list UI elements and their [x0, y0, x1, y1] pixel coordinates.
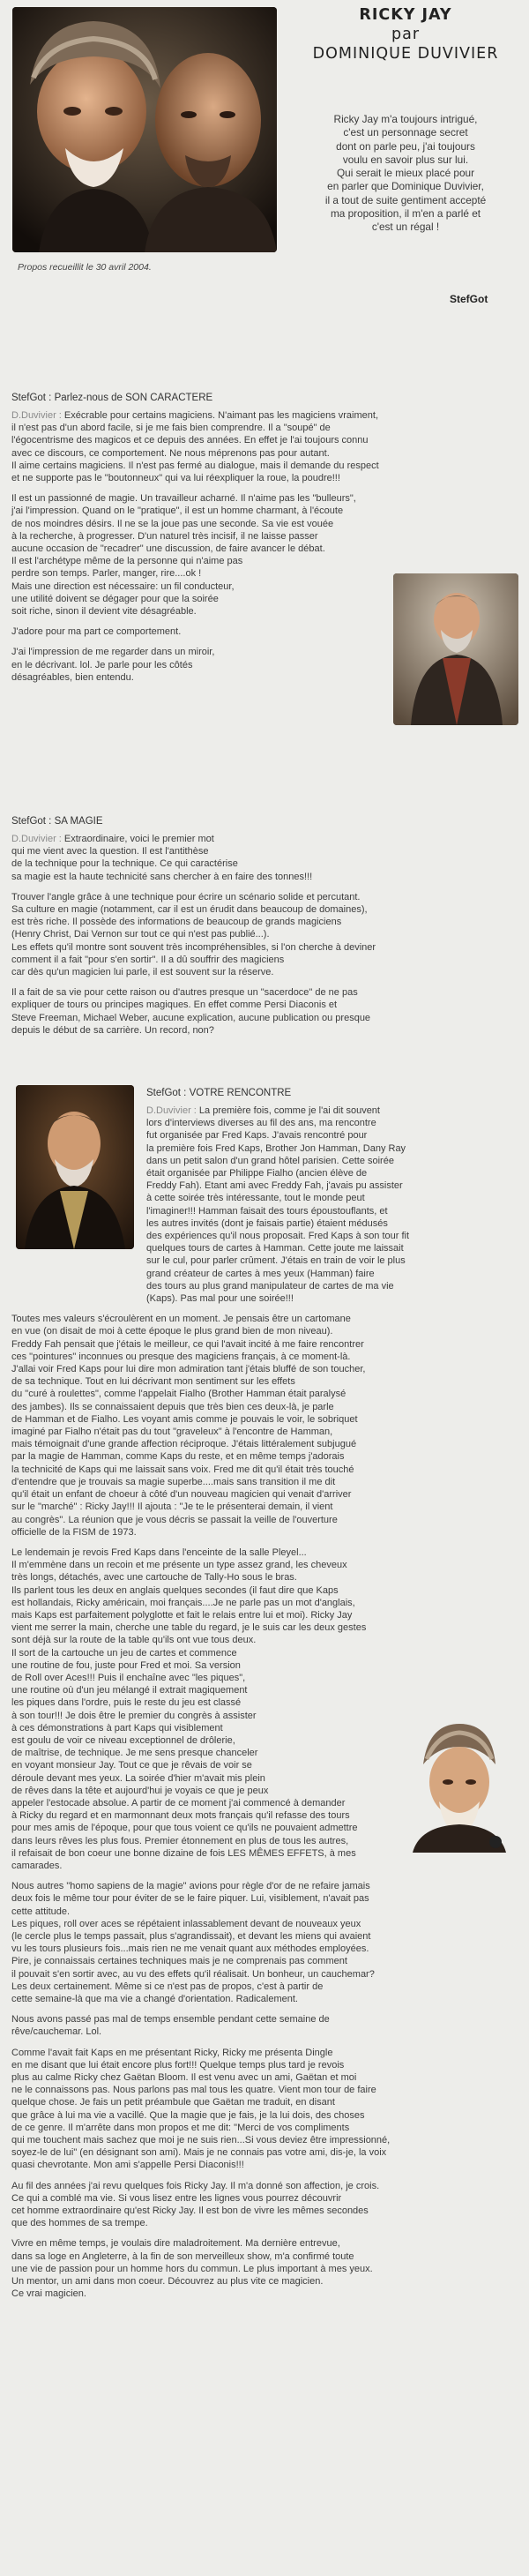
- text-line: [11, 2275, 518, 2288]
- line-text: deux fois le même tour pour éviter de se le faire piquer. Lui, visiblement, n'avait pas: [11, 1893, 369, 1905]
- text-line: [11, 1205, 518, 1217]
- line-text: Il est l'archétype même de la personne qui n'aime pas: [11, 556, 243, 567]
- line-text: Il sort de la cartouche un jeu de cartes et commence: [11, 1647, 237, 1659]
- intro-line: Ricky Jay m'a toujours intrigué,: [333, 113, 478, 125]
- page-title: [291, 5, 520, 64]
- line-text: il refaisait de bon coeur une bonne dizaine de fois LES MÊMES EFFETS, à mes: [11, 1847, 356, 1859]
- line-text: l'imaginer!!! Hamman faisait des tours époustouflants, et: [146, 1205, 388, 1217]
- section-heading-magie: [11, 815, 103, 827]
- line-text: (Henry Christ, Dai Vernon sur tout ce qui n'est pas publié...).: [11, 929, 270, 940]
- text-line: [11, 1514, 518, 1526]
- line-text: de rêves dans la tête et aujourd'hui je voyais ce que je peux: [11, 1785, 269, 1796]
- text-line: [11, 1117, 518, 1129]
- text-line: [11, 1325, 518, 1337]
- paragraph: [11, 1105, 518, 1305]
- text-line: [11, 966, 518, 978]
- line-text: d'entendre que je trouvais sa magie superbe....mais sans transition il me dit: [11, 1476, 336, 1487]
- text-line: [11, 903, 518, 916]
- intro-line: voulu en savoir plus sur lui.: [342, 153, 469, 166]
- text-line: [11, 1609, 518, 1621]
- line-text: en me disant que lui était encore plus fort!!! Quelque temps plus tard je revois: [11, 2059, 345, 2071]
- line-text: J'adore pour ma part ce comportement.: [11, 626, 182, 638]
- text-line: [11, 409, 518, 422]
- text-line: [11, 1313, 518, 1325]
- line-text: et ne supporte pas le "boutonneux" qui va lui réexpliquer la roue, la poudre!!!: [11, 473, 340, 484]
- text-line: [11, 1659, 518, 1672]
- text-line: [11, 1464, 518, 1476]
- text-line: [11, 916, 518, 928]
- paragraph: [11, 1880, 518, 2005]
- line-text: de sa technique. Tout en lui décrivant mon sentiment sur les effets: [11, 1376, 295, 1388]
- line-text: est goulu de voir ce niveau exceptionnel de drôlerie,: [11, 1734, 235, 1746]
- line-text: une utilité doivent se dégager pour que la soirée: [11, 593, 219, 604]
- line-text: que grâce à lui ma vie a vacillé. Que la magie que je fais, je la lui dois, des choses: [11, 2109, 365, 2121]
- intro-line: il a tout de suite gentiment accepté: [324, 193, 487, 206]
- line-text: mais Kaps est parfaitement polyglotte et fait le relais entre lui et moi). Ricky Jay: [11, 1609, 353, 1621]
- duo-portrait-illustration: [12, 7, 277, 252]
- line-text: déroule devant mes yeux. La soirée d'hier m'avait mis plein: [11, 1772, 265, 1784]
- text-line: [11, 1943, 518, 1955]
- line-text: J'allai voir Fred Kaps pour lui dire mon admiration tant j'étais bluffé de son toucher,: [11, 1364, 366, 1375]
- line-text: Le lendemain je revois Fred Kaps dans l'enceinte de la salle Pleyel...: [11, 1546, 307, 1558]
- line-text: à son tour!!! Je dois être le premier du congrès à assister: [11, 1710, 257, 1721]
- line-text: vient me serrer la main, cherche une table du regard, je le suis car les deux gestes: [11, 1622, 367, 1634]
- line-text: Freddy Fah pensait que j'étais le meilleur, ce qui l'avait incité à me faire rencontrer: [11, 1338, 364, 1350]
- line-text: comment il a fait "pour s'en sortir". Il a dû souffrir des magiciens: [11, 954, 285, 965]
- paragraph: [11, 1313, 518, 1539]
- text-line: [11, 1217, 518, 1230]
- text-line: [11, 1230, 518, 1242]
- section-heading-rencontre: [146, 1087, 291, 1099]
- line-text: Sa culture en magie (notamment, car il est un érudit dans beaucoup de domaines),: [11, 904, 368, 916]
- text-line: [11, 1981, 518, 1993]
- line-text: dans un petit salon d'un grand hôtel parisien. Cette soirée: [146, 1155, 394, 1166]
- line-text: Il a fait de sa vie pour cette raison ou d'autres presque un "sacerdoce" de ne pas: [11, 987, 358, 999]
- line-text: plus au calme Ricky chez Gaëtan Bloom. Il est venu avec un ami, Gaëtan et moi: [11, 2072, 357, 2084]
- text-line: [11, 1488, 518, 1501]
- line-text: Vivre en même temps, je voulais dire maladroitement. Ma dernière entrevue,: [11, 2238, 340, 2250]
- line-text: Trouver l'angle grâce à une technique pour écrire un scénario solide et percutant.: [11, 891, 361, 902]
- text-line: [11, 1338, 518, 1351]
- line-text: expliquer de tours ou principes magiques. En effet comme Persi Diaconis et: [11, 1000, 338, 1011]
- paragraph: [11, 833, 518, 883]
- line-text: fut organisée par Fred Kaps. J'avais rencontré pour: [146, 1130, 368, 1142]
- line-text: J'ai l'impression de me regarder dans un miroir,: [11, 647, 215, 658]
- line-text: de nos moindres désirs. Il ne se la joue pas une seconde. Sa vie est vouée: [11, 518, 334, 529]
- line-text: soit riche, sinon il devient vite désagréable.: [11, 606, 197, 618]
- text-line: [11, 1571, 518, 1584]
- text-line: [11, 460, 518, 472]
- line-text: Les effets qu'il montre sont souvent très incompréhensibles, si l'on cherche à deviner: [11, 941, 376, 953]
- text-line: [11, 1696, 518, 1709]
- text-line: [11, 1672, 518, 1684]
- text-line: [11, 1254, 518, 1267]
- line-text: vu les tours plusieurs fois...mais rien ne me venait quant aux méthodes employées.: [11, 1943, 369, 1955]
- text-line: [11, 833, 518, 845]
- text-line: [11, 2205, 518, 2217]
- text-line: [11, 1634, 518, 1646]
- text-line: [11, 986, 518, 999]
- section-heading-text: Parlez-nous de SON CARACTERE: [54, 393, 213, 403]
- speaker-label: D.Duvivier :: [11, 834, 64, 844]
- text-line: [11, 1930, 518, 1943]
- section-body-rencontre: [11, 1105, 518, 2300]
- line-text: en le décrivant. lol. Je parle pour les côtés: [11, 659, 193, 670]
- line-text: de ce genre. Il m'arrête dans mon propos et me dit: "Merci de vos compliments: [11, 2122, 350, 2133]
- line-text: Steve Freeman, Michael Weber, aucune explication, aucune publication ou presque: [11, 1012, 371, 1023]
- text-line: [11, 2109, 518, 2122]
- line-text: avec ce discours, ce comportement. Ne nous méprenons pas pour autant.: [11, 447, 330, 459]
- line-text: Ils parlent tous les deux en anglais quelques secondes (il faut dire que Kaps: [11, 1584, 339, 1596]
- speaker-label: D.Duvivier :: [146, 1105, 199, 1116]
- text-line: [11, 1388, 518, 1400]
- text-line: [11, 999, 518, 1011]
- intro-line: Qui serait le mieux placé pour: [336, 167, 475, 180]
- text-line: [11, 2059, 518, 2071]
- text-line: [11, 1880, 518, 1892]
- paragraph: [11, 2237, 518, 2300]
- line-text: grand créateur de cartes à mes yeux (Hamman) faire: [146, 1268, 375, 1279]
- text-line: [11, 1918, 518, 1930]
- text-line: [11, 891, 518, 903]
- signature: StefGot: [450, 293, 488, 305]
- section-body-magie: [11, 833, 518, 1037]
- line-text: Un mentor, un ami dans mon coeur. Découvrez au plus vite ce magicien.: [11, 2276, 324, 2288]
- line-text: lors d'interviews diverses au fil des ans, ma rencontre: [146, 1118, 376, 1129]
- section-prompt-author: StefGot :: [11, 393, 55, 403]
- line-text: car dès qu'un magicien lui parle, il est souvent sur la réserve.: [11, 967, 274, 978]
- line-text: aucune occasion de "recadrer" une discussion, de faire avancer le débat.: [11, 543, 325, 555]
- text-line: [11, 2013, 518, 2026]
- intro-line: dont on parle peu, j'ai toujours: [336, 139, 475, 153]
- line-text: une routine de fou, juste pour Fred et moi. Sa version: [11, 1659, 241, 1671]
- line-text: La première fois, comme je l'ai dit souvent: [198, 1105, 380, 1116]
- section-heading-text: VOTRE RENCONTRE: [189, 1088, 292, 1098]
- text-line: [11, 1526, 518, 1539]
- text-line: [11, 1450, 518, 1463]
- text-line: [11, 1860, 518, 1872]
- line-text: appeler l'estocade absolue. A partir de ce moment j'ai commencé à demander: [11, 1797, 346, 1808]
- line-text: par la magie de Hamman, comme Kaps du reste, et en même temps j'adorais: [11, 1451, 345, 1463]
- text-line: [11, 1906, 518, 1918]
- speaker-label: D.Duvivier :: [11, 410, 64, 421]
- line-text: de maîtrise, de technique. Je me sens presque chanceler: [11, 1748, 258, 1759]
- text-line: [11, 1292, 518, 1305]
- line-text: Toutes mes valeurs s'écroulèrent en un moment. Je pensais être un cartomane: [11, 1314, 351, 1325]
- text-line: [11, 2122, 518, 2134]
- text-line: [11, 2180, 518, 2192]
- text-line: [11, 1413, 518, 1426]
- line-text: les autres invités (dont je faisais partie) étaient médusés: [146, 1217, 388, 1229]
- section-prompt-author: StefGot :: [11, 816, 55, 827]
- line-text: camarades.: [11, 1860, 63, 1871]
- line-text: à la recherche, à progresser. D'un naturel très incisif, il ne laisse passer: [11, 530, 318, 542]
- title-name-duvivier: DOMINIQUE DUVIVIER: [312, 45, 499, 63]
- paragraph: [11, 2013, 518, 2038]
- text-line: [11, 2146, 518, 2159]
- text-line: [11, 1546, 518, 1559]
- text-line: [11, 1024, 518, 1037]
- line-text: cet homme extraordinaire qu'est Ricky Jay. Il est bon de vivre les mêmes secondes: [11, 2205, 369, 2217]
- line-text: Extraordinaire, voici le premier mot: [63, 834, 214, 844]
- line-text: Mais une direction est nécessaire: un fil conducteur,: [11, 580, 235, 592]
- line-text: en voyant monsieur Jay. Tout ce que je rêvais de voir se: [11, 1760, 252, 1771]
- section-prompt-author: StefGot :: [146, 1088, 190, 1098]
- text-line: [11, 1684, 518, 1696]
- line-text: une routine où d'un jeu mélangé il extrait magiquement: [11, 1685, 248, 1696]
- text-line: [11, 472, 518, 484]
- line-text: Il m'emmène dans un recoin et me présente un type assez grand, les cheveux: [11, 1560, 347, 1571]
- section-heading-text: SA MAGIE: [54, 816, 103, 827]
- text-line: [11, 2026, 518, 2038]
- text-line: [11, 1167, 518, 1179]
- text-line: [11, 1142, 518, 1155]
- text-line: [11, 2192, 518, 2205]
- line-text: j'ai l'impression. Quand on le "pratique", il est un homme charmant, à l'écoute: [11, 505, 344, 517]
- photo-fur-hat-portrait: [407, 1720, 511, 1853]
- line-text: il pouvait s'en sortir avec, au vu des effets qu'il réalisait. Un bonheur, un cauchemar?: [11, 1968, 375, 1980]
- text-line: [11, 1993, 518, 2005]
- line-text: à ces démonstrations à part Kaps qui visiblement: [11, 1722, 223, 1734]
- line-text: sur le "marché" : Ricky Jay!!! Il ajouta : "Je te le présenterai demain, il vient: [11, 1501, 333, 1513]
- text-line: [11, 1179, 518, 1192]
- text-line: [11, 1955, 518, 1967]
- paragraph: [11, 2180, 518, 2230]
- line-text: une vie de passion pour un homme hors du commun. Le plus important à mes yeux.: [11, 2263, 373, 2274]
- title-joiner: par: [391, 26, 421, 43]
- paragraph: [11, 409, 518, 484]
- line-text: qu'il était un enfant de choeur à côté d'un nouveau magicien qui venait d'arriver: [11, 1489, 352, 1501]
- text-line: [11, 555, 518, 567]
- line-text: à Ricky du regard et en marmonnant deux mots français qu'il refasse des tours: [11, 1810, 350, 1822]
- line-text: quelques tours de cartes à Hamman. Cette joute me laissait: [146, 1243, 404, 1254]
- text-line: [11, 928, 518, 940]
- line-text: sont déjà sur la route de la table qu'ils ont vue tous deux.: [11, 1635, 257, 1646]
- text-line: [11, 954, 518, 966]
- line-text: dans leurs rêves les plus fous. Premier étonnement en plus de tous les autres,: [11, 1835, 349, 1846]
- line-text: il n'est pas d'un abord facile, si je me fais bien comprendre. Il a "soupé" de: [11, 423, 331, 434]
- line-text: Nous avons passé pas mal de temps ensemble pendant cette semaine de: [11, 2014, 330, 2026]
- line-text: des expériences qu'il nous proposait. Fred Kaps à son tour fit: [146, 1231, 410, 1242]
- line-text: de la technique pour la technique. Ce qui caractérise: [11, 858, 238, 870]
- line-text: quasi chevrotante. Mon ami s'appelle Persi Diaconis!!!: [11, 2160, 244, 2171]
- photo-caption: Propos recueillit le 30 avril 2004.: [18, 262, 152, 273]
- text-line: [11, 1242, 518, 1254]
- line-text: imaginé par Fialho n'était pas du tout "graveleux" à l'encontre de Hamman,: [11, 1427, 333, 1438]
- text-line: [11, 543, 518, 555]
- line-text: dans sa loge en Angleterre, à la fin de son merveilleux show, m'a confirmé toute: [11, 2250, 354, 2262]
- line-text: était organisée par Philippe Fialho (ancien élève de: [146, 1168, 368, 1179]
- text-line: [11, 1268, 518, 1280]
- line-text: la technicité de Kaps qui me laissait sans voix. Fred me dit qu'il était très touché: [11, 1464, 354, 1475]
- line-text: Pire, je connaissais certaines techniques mais je ne comprenais pas comment: [11, 1956, 347, 1967]
- line-text: Ce qui a comblé ma vie. Si vous lisez entre les lignes vous pourrez découvrir: [11, 2192, 342, 2204]
- intro-line: c'est un régal !: [371, 221, 440, 234]
- paragraph: [11, 891, 518, 978]
- intro-text: [287, 113, 525, 235]
- line-text: Nous autres "homo sapiens de la magie" avions pour règle d'or de ne refaire jamais: [11, 1881, 370, 1892]
- text-line: [11, 1363, 518, 1375]
- text-line: [11, 871, 518, 883]
- line-text: soyez-le de lui" (en désignant son ami). Mais je ne connais pas votre ami, dis-je, la voix: [11, 2147, 387, 2159]
- text-line: [11, 2084, 518, 2096]
- text-line: [11, 1438, 518, 1450]
- line-text: de Hamman et de Fialho. Les voyant amis comme je pouvais le voir, le sobriquet: [11, 1413, 358, 1425]
- text-line: [11, 2159, 518, 2171]
- line-text: sur le cul, pour parler crûment. J'étais en train de voir le plus: [146, 1255, 406, 1267]
- intro-line: c'est un personnage secret: [343, 126, 468, 139]
- text-line: [11, 1968, 518, 1981]
- line-text: l'égocentrisme des magicos et ce depuis des années. En effet je l'ai toujours connu: [11, 435, 369, 446]
- text-line: [11, 434, 518, 446]
- line-text: Il est un passionné de magie. Un travailleur acharné. Il n'aime pas les "bulleurs",: [11, 493, 356, 505]
- text-line: [11, 1351, 518, 1363]
- line-text: à cette soirée très intéressante, tout le monde peut: [146, 1193, 365, 1204]
- text-line: [11, 1892, 518, 1905]
- text-line: [11, 1501, 518, 1513]
- line-text: des tours au plus grand manipulateur de cartes de ma vie: [146, 1280, 394, 1292]
- text-line: [11, 505, 518, 517]
- line-text: mais témoignait d'une grande affection réciproque. J'étais littéralement subjugué: [11, 1439, 357, 1450]
- intro-line: en parler que Dominique Duvivier,: [327, 180, 484, 193]
- line-text: (Kaps). Pas mal pour une soirée!!!: [146, 1293, 294, 1305]
- line-text: rêve/cauchemar. Lol.: [11, 2026, 102, 2038]
- text-line: [11, 2217, 518, 2229]
- text-line: [11, 2288, 518, 2300]
- text-line: [11, 1621, 518, 1634]
- text-line: [11, 1647, 518, 1659]
- photo-ricky-jay-seated: [393, 573, 518, 725]
- text-line: [11, 845, 518, 857]
- line-text: perdre son temps. Parler, manger, rire....ok !: [11, 568, 202, 580]
- text-line: [11, 1129, 518, 1142]
- text-line: [11, 1155, 518, 1167]
- header-photo-duo: [12, 7, 277, 252]
- text-line: [11, 2047, 518, 2059]
- line-text: pour mes amis de l'époque, pour que tous voient ce qu'ils ne pouvaient admettre: [11, 1823, 358, 1834]
- line-text: est très riche. Il possède des informations de beaucoup de grands magiciens: [11, 917, 342, 928]
- intro-line: ma proposition, il m'en a parlé et: [330, 207, 481, 221]
- line-text: ne le connaissons pas. Nous parlons pas mal tous les quatre. Vient mon tour de faire: [11, 2085, 376, 2096]
- line-text: qui me vient avec la question. Il est l'antithèse: [11, 846, 209, 857]
- line-text: les piques dans l'ordre, puis le reste du jeu est classé: [11, 1697, 242, 1709]
- text-line: [11, 857, 518, 870]
- line-text: cette attitude.: [11, 1906, 71, 1917]
- text-line: [11, 2237, 518, 2250]
- line-text: ces "pointures" inconnues ou presque des magiciens français, à ce moment-là.: [11, 1351, 351, 1362]
- line-text: de Roll over Aces!!! Puis il enchaîne avec "les piques",: [11, 1672, 246, 1683]
- line-text: quelque chose. Je fais un petit préambule que Gaëtan me traduit, en disant: [11, 2097, 335, 2108]
- section-heading-caractere: [11, 392, 212, 404]
- text-line: [11, 1375, 518, 1388]
- line-text: Comme l'avait fait Kaps en me présentant Ricky, Ricky me présenta Dingle: [11, 2047, 333, 2058]
- title-name-ricky: RICKY JAY: [359, 6, 452, 24]
- text-line: [11, 2071, 518, 2084]
- line-text: la première fois Fred Kaps, Brother Jon Hamman, Dany Ray: [146, 1142, 406, 1154]
- line-text: Les piques, roll over aces se répétaient inlassablement devant de nouveaux yeux: [11, 1918, 361, 1929]
- line-text: Les deux certainement. Même si ce n'est pas de propos, c'est à partir de: [11, 1981, 324, 1992]
- line-text: Ce vrai magicien.: [11, 2288, 86, 2300]
- line-text: depuis le début de sa carrière. Un record, non?: [11, 1024, 214, 1036]
- line-text: désagréables, bien entendu.: [11, 671, 134, 683]
- line-text: Au fil des années j'ai revu quelques fois Ricky Jay. Il m'a donné son affection, je crois.: [11, 2180, 380, 2191]
- fur-hat-illustration: [407, 1720, 511, 1853]
- line-text: qui me touchent mais sachez que moi je ne suis rien...Si vous deviez être impressionné,: [11, 2135, 391, 2146]
- text-line: [11, 1597, 518, 1609]
- paragraph: [11, 986, 518, 1037]
- line-text: du "curé à roulettes", comme l'appelait Fialho (Brother Hamman était paralysé: [11, 1389, 346, 1400]
- line-text: officielle de la FISM de 1973.: [11, 1526, 137, 1538]
- line-text: en vue (on disait de moi à cette époque le plus grand bien de mon niveau).: [11, 1326, 333, 1337]
- text-line: [11, 1105, 518, 1117]
- line-text: au congrès". La réunion que je vous décris se passait la veille de l'ouverture: [11, 1514, 338, 1525]
- text-line: [11, 518, 518, 530]
- text-line: [11, 1559, 518, 1571]
- text-line: [11, 2263, 518, 2275]
- text-line: [11, 530, 518, 543]
- line-text: des jambes). Ils se connaissaient depuis que très bien ces deux-là, je parle: [11, 1401, 334, 1412]
- line-text: Exécrable pour certains magiciens. N'aimant pas les magiciens vraiment,: [63, 410, 378, 421]
- text-line: [11, 1584, 518, 1597]
- line-text: cette semaine-là que ma vie a changé d'orientation. Radicalement.: [11, 1994, 298, 2005]
- paragraph: [11, 2047, 518, 2172]
- text-line: [11, 1012, 518, 1024]
- text-line: [11, 447, 518, 460]
- ricky-seated-illustration: [393, 573, 518, 725]
- text-line: [11, 1401, 518, 1413]
- line-text: Il aime certains magiciens. Il n'est pas fermé au dialogue, mais il demande du respect: [11, 460, 379, 471]
- text-line: [11, 1280, 518, 1292]
- text-line: [11, 2134, 518, 2146]
- text-line: [11, 1476, 518, 1488]
- text-line: [11, 2250, 518, 2263]
- text-line: [11, 1192, 518, 1204]
- line-text: (le cercle plus le temps passait, plus s'agrandissait), et devant les miens qui avaient: [11, 1931, 371, 1942]
- line-text: très longs, détachés, avec une cartouche de Tally-Ho sous le bras.: [11, 1572, 297, 1584]
- text-line: [11, 492, 518, 505]
- line-text: est hollandais, Ricky américain, moi français....Je ne parle pas un mot d'anglais,: [11, 1597, 355, 1608]
- line-text: sa magie est la haute technicité sans chercher à en faire des tonnes!!!: [11, 871, 313, 882]
- text-line: [11, 422, 518, 434]
- text-line: [11, 2096, 518, 2108]
- text-line: [11, 1426, 518, 1438]
- line-text: Freddy Fah). Etant ami avec Freddy Fah, j'avais pu assister: [146, 1180, 403, 1192]
- text-line: [11, 941, 518, 954]
- line-text: que des hommes de sa trempe.: [11, 2218, 148, 2229]
